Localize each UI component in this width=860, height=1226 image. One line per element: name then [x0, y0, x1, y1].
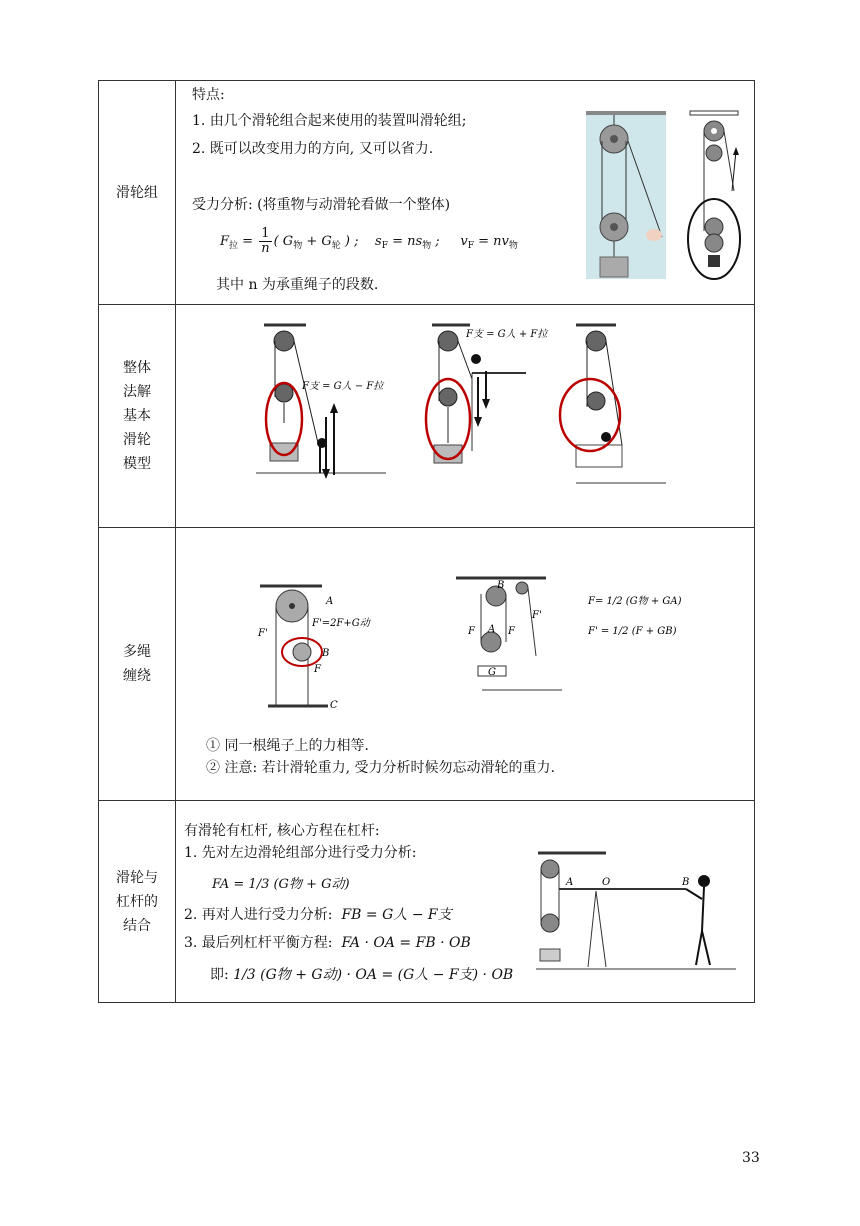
svg-text:G: G [488, 667, 496, 678]
lever-step-2: 2. 再对人进行受力分析: FB = G人 − F支 [184, 907, 452, 923]
row-label: 整体 法解 基本 滑轮 模型 [99, 305, 176, 528]
feature-heading: 特点: [192, 87, 225, 103]
svg-text:F支 = G人 + F拉: F支 = G人 + F拉 [466, 329, 548, 340]
pulley-system-illustration [586, 111, 746, 281]
svg-text:A: A [488, 624, 496, 635]
svg-text:F支 = G人 − F拉: F支 = G人 − F拉 [302, 381, 384, 392]
svg-text:B: B [322, 648, 330, 659]
svg-text:C: C [330, 700, 338, 711]
row-label [99, 81, 176, 305]
pulley-formula: $F_拉$ = $\frac{1}{n}$ ( $G_物 + G_轮$ ) ; $s_F = ns_物$ ; $v_F = nv_物$ [220, 226, 518, 256]
force-analysis-heading: 受力分析: (将重物与动滑轮看做一个整体) [192, 197, 451, 213]
figure-person-on-ground [456, 578, 562, 690]
svg-text:F': F' [532, 610, 542, 621]
row-content [176, 305, 755, 528]
svg-text:A: A [566, 877, 574, 888]
svg-text:O: O [602, 877, 611, 888]
table-row [99, 801, 755, 1003]
svg-text:F'=2F+G动: F'=2F+G动 [312, 618, 370, 629]
svg-text:F: F [314, 664, 321, 675]
lever-step-3: 3. 最后列杠杆平衡方程: FA · OA = FB · OB [184, 935, 471, 951]
row-content [176, 528, 755, 801]
fa-equation: FA = 1/3 (G物 + G动) [212, 877, 350, 892]
lever-heading: 有滑轮有杠杆, 核心方程在杠杆: [184, 823, 380, 839]
svg-text:B: B [682, 877, 690, 888]
feature-1: 1. 由几个滑轮组合起来使用的装置叫滑轮组; [192, 113, 467, 129]
eq-f: F= 1/2 (G物 + GA) [588, 596, 682, 607]
model-person-on-ledge [426, 325, 549, 463]
table-row [99, 305, 755, 528]
note-2: ② 注意: 若计滑轮重力, 受力分析时候勿忘动滑轮的重力. [206, 760, 555, 776]
svg-text:B: B [497, 580, 505, 591]
row-label: 滑轮与 杠杆的 结合 [99, 801, 176, 1003]
basic-pulley-models-illustration [256, 323, 666, 503]
model-person-on-platform [560, 325, 666, 483]
table-row [99, 528, 755, 801]
page-number: 33 [742, 1150, 760, 1166]
segments-note: 其中 n 为承重绳子的段数. [216, 277, 379, 293]
feature-2: 2. 既可以改变用力的方向, 又可以省力. [192, 141, 434, 157]
row-label-text: 滑轮组 [116, 184, 158, 201]
model-person-standing [256, 325, 386, 479]
svg-text:F: F [468, 626, 475, 637]
pulley-table [98, 80, 755, 1003]
eq-fprime: F' = 1/2 (F + GB) [588, 626, 677, 637]
svg-text:A: A [326, 596, 334, 607]
pulley-lever-illustration [536, 851, 736, 981]
multi-rope-illustration [246, 572, 696, 711]
figure-person-in-frame [257, 586, 372, 711]
svg-text:F': F' [258, 628, 268, 639]
note-1: ① 同一根绳子上的力相等. [206, 738, 369, 754]
lever-final-equation: 即: 1/3 (G物 + G动) · OA = (G人 − F支) · OB [210, 967, 514, 983]
row-content [176, 801, 755, 1003]
row-label: 多绳 缠绕 [99, 528, 176, 801]
table-row [99, 81, 755, 305]
lever-step-1: 1. 先对左边滑轮组部分进行受力分析: [184, 845, 417, 861]
svg-text:F: F [508, 626, 515, 637]
row-content [176, 81, 755, 305]
